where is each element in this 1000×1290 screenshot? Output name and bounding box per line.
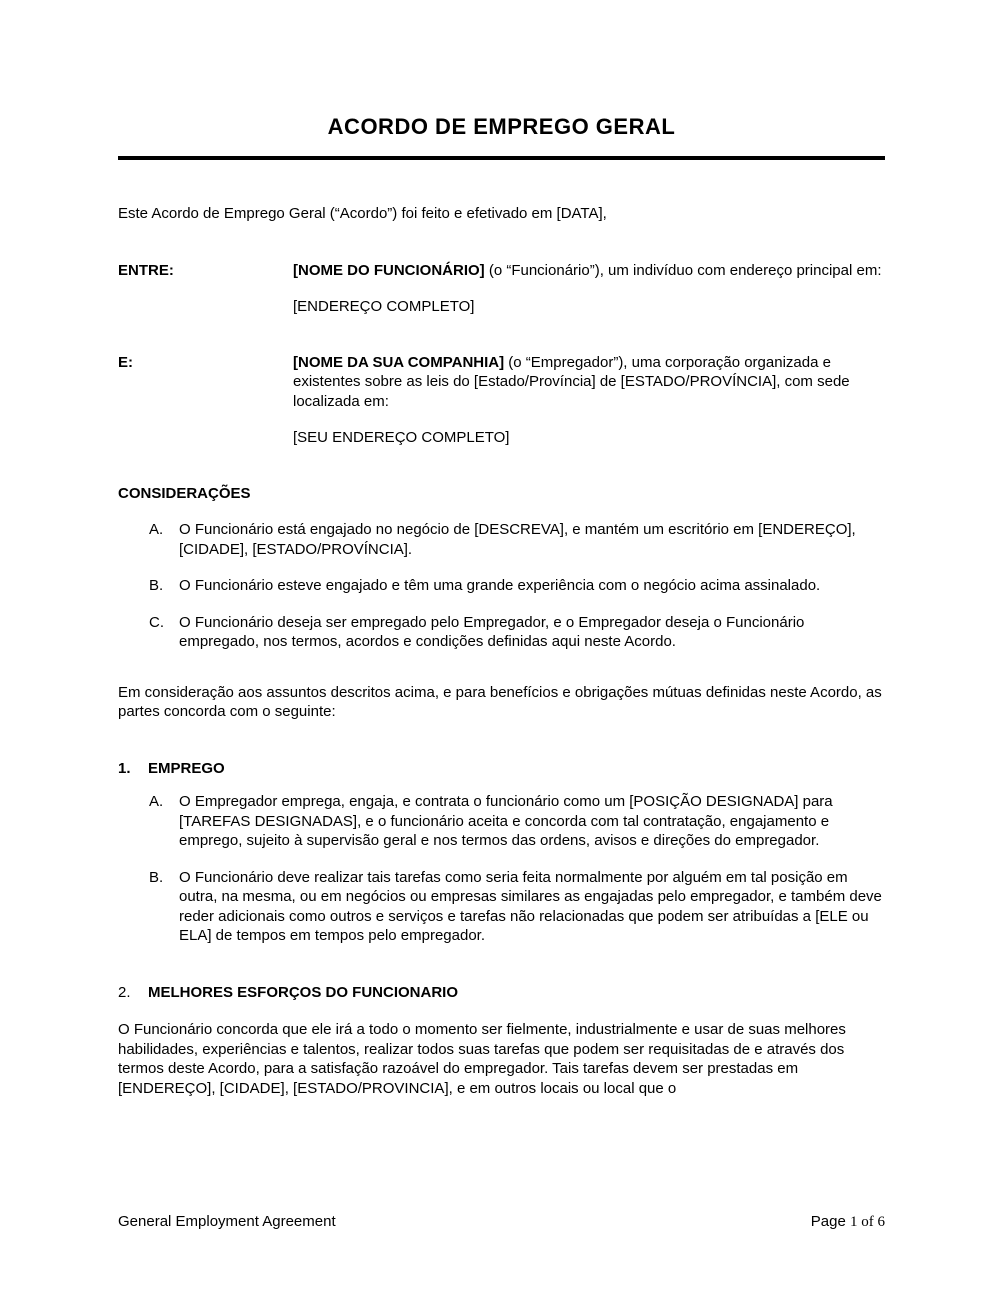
party-description-text: (o “Funcionário”), um indivíduo com endereço principal em:: [484, 261, 882, 279]
recital-item-c: [118, 613, 885, 652]
party-label: ENTRE:: [118, 261, 174, 279]
party-label: E:: [118, 353, 133, 371]
party-address-placeholder: [ENDEREÇO COMPLETO]: [293, 298, 475, 315]
item-letter: A.: [149, 521, 164, 538]
title-divider: [118, 156, 885, 160]
recital-item-a: [118, 520, 885, 559]
footer-page-label: Page: [810, 1213, 850, 1230]
footer-document-name: General Employment Agreement: [118, 1213, 336, 1230]
item-text: O Empregador emprega, engaja, e contrata o funcionário como um [POSIÇÃO DESIGNADA] para [TAREFAS DESIGNADAS], e o funcionário aceita e concorda com tal contratação, engajamento e emprego, sujeito à supervisão geral e nos termos das ordens, avisos e direções do empregador.: [179, 793, 833, 849]
intro-paragraph: Este Acordo de Emprego Geral (“Acordo”) foi feito e efetivado em [DATA],: [118, 205, 607, 222]
party-description: [293, 353, 885, 412]
item-letter: B.: [149, 868, 164, 886]
section-melhores-esforcos: [118, 983, 885, 1099]
party-name-placeholder: [NOME DA SUA COMPANHIA]: [293, 353, 505, 371]
item-text: O Funcionário esteve engajado e têm uma grande experiência com o negócio acima assinalado.: [179, 577, 821, 594]
party-row: [118, 353, 885, 412]
item-text: O Funcionário está engajado no negócio de [DESCREVA], e mantém um escritório em [ENDEREÇO], [CIDADE], [ESTADO/PROVÍNCIA].: [179, 521, 856, 558]
parties-block: [118, 261, 885, 448]
section-paragraph: O Funcionário concorda que ele irá a todo o momento ser fielmente, industrialmente e usar de suas melhores habilidades, experiências e talentos, realizar todos suas tarefas que podem ser requisitadas de e através dos termos deste Acordo, para a satisfação razoável do empregador. Tais tarefas devem ser prestadas em [ENDEREÇO], [CIDADE], [ESTADO/PROVINCIA], e em outros locais ou local que o: [118, 1021, 846, 1097]
footer-page-indicator: [811, 1212, 885, 1233]
section-title: MELHORES ESFORÇOS DO FUNCIONARIO: [148, 983, 459, 1001]
party-employer: [118, 353, 885, 448]
page-footer: [118, 1212, 885, 1233]
section-item-b: [118, 868, 885, 946]
recitals-list: [118, 520, 885, 652]
section-emprego: [118, 759, 885, 946]
item-letter: A.: [149, 793, 164, 810]
recitals-heading: CONSIDERAÇÕES: [118, 484, 251, 502]
party-name-placeholder: [NOME DO FUNCIONÁRIO]: [293, 261, 485, 279]
section-title: EMPREGO: [148, 759, 225, 777]
section-item-a: [118, 792, 885, 851]
item-letter: C.: [149, 613, 164, 631]
recital-item-b: [118, 576, 885, 596]
item-letter: B.: [149, 577, 164, 594]
document-content: [118, 0, 885, 1098]
consideration-clause: Em consideração aos assuntos descritos acima, e para benefícios e obrigações mútuas definidas neste Acordo, as partes concorda com o seguinte:: [118, 683, 882, 720]
section-number: 1.: [118, 759, 131, 777]
party-description-text: (o “Empregador”), uma corporação organizada e existentes sobre as leis do [Estado/Província] de [ESTADO/PROVÍNCIA], com sede localizada em:: [293, 353, 850, 410]
document-title: ACORDO DE EMPREGO GERAL: [327, 114, 676, 139]
footer-page-number: 1 of 6: [850, 1214, 885, 1230]
section-heading: [118, 759, 885, 779]
section-items: [118, 792, 885, 946]
party-row: [118, 261, 885, 281]
item-text: O Funcionário deseja ser empregado pelo Empregador, e o Empregador deseja o Funcionário empregado, nos termos, acordos e condições definidas aqui neste Acordo.: [179, 613, 805, 650]
party-employee: [118, 261, 885, 317]
section-number: 2.: [118, 983, 131, 1001]
item-text: O Funcionário deve realizar tais tarefas como seria feita normalmente por alguém em tal posição em outra, na mesma, ou em negócios ou empresas similares as engajadas pelo empregador, e também deve reder adicionais como outros e serviços e tarefas não relacionadas que podem ser atribuídas a [ELE ou ELA] de tempos em tempos pelo empregador.: [179, 868, 882, 944]
party-address-placeholder: [SEU ENDEREÇO COMPLETO]: [293, 429, 510, 446]
party-description: [293, 261, 885, 281]
section-heading: [118, 983, 885, 1003]
